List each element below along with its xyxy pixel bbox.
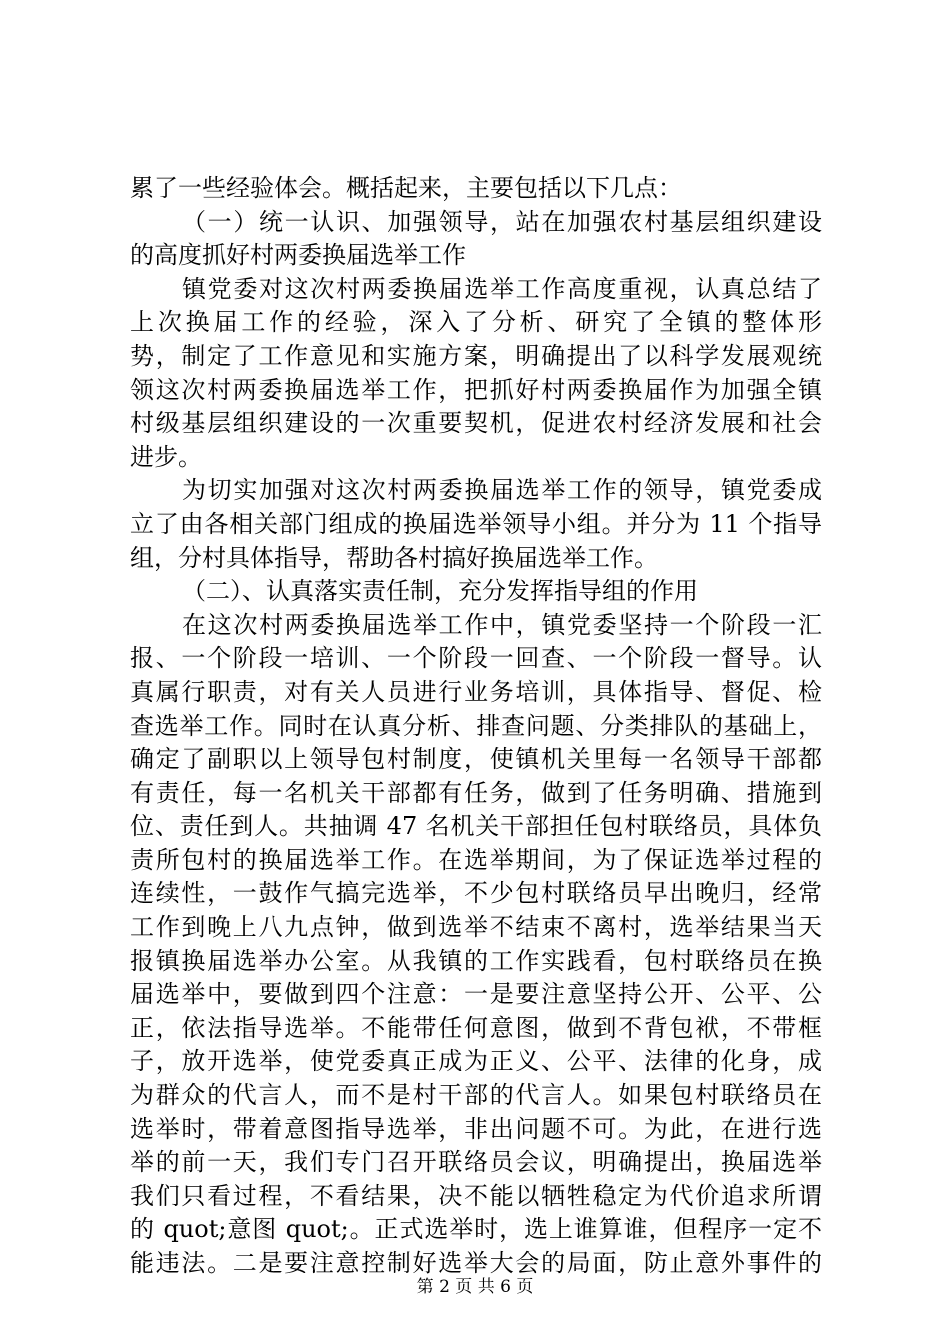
- text-line: 连续性，一鼓作气搞完选举，不少包村联络员早出晚归，经常: [130, 879, 822, 908]
- text-line: 查选举工作。同时在认真分析、排查问题、分类排队的基础上，: [130, 711, 822, 740]
- text-line: 镇党委对这次村两委换届选举工作高度重视，认真总结了: [182, 274, 822, 303]
- text-line: 工作到晚上八九点钟，做到选举不结束不离村，选举结果当天: [130, 913, 822, 942]
- text-line: 为群众的代言人，而不是村干部的代言人。如果包村联络员在: [130, 1081, 822, 1110]
- text-line: 有责任，每一名机关干部都有任务，做到了任务明确、措施到: [130, 778, 822, 807]
- page-number-label: 第 2 页 共 6 页: [416, 1277, 534, 1297]
- text-line: （二）、认真落实责任制，充分发挥指导组的作用: [182, 577, 698, 606]
- text-line: 能违法。二是要注意控制好选举大会的局面，防止意外事件的: [130, 1249, 822, 1277]
- text-line: 届选举中，要做到四个注意：一是要注意坚持公开、公平、公: [130, 980, 822, 1009]
- text-line: 正，依法指导选举。不能带任何意图，做到不背包袱，不带框: [130, 1013, 822, 1042]
- text-line: 我们只看过程，不看结果，决不能以牺牲稳定为代价追求所谓: [130, 1181, 822, 1210]
- text-line: 在这次村两委换届选举工作中，镇党委坚持一个阶段一汇: [182, 610, 822, 639]
- text-line: 组，分村具体指导，帮助各村搞好换届选举工作。: [130, 543, 658, 572]
- text-line: （一）统一认识、加强领导，站在加强农村基层组织建设: [182, 207, 822, 236]
- text-line: 为切实加强对这次村两委换届选举工作的领导，镇党委成: [182, 476, 822, 505]
- text-line: 立了由各相关部门组成的换届选举领导小组。并分为 11 个指导: [130, 509, 822, 538]
- text-line: 势，制定了工作意见和实施方案，明确提出了以科学发展观统: [130, 341, 822, 370]
- text-line: 上次换届工作的经验，深入了分析、研究了全镇的整体形: [130, 308, 822, 337]
- document-body: [130, 172, 822, 1281]
- text-line: 进步。: [130, 442, 202, 471]
- text-line: 子，放开选举，使党委真正成为正义、公平、法律的化身，成: [130, 1047, 822, 1076]
- text-line: 真属行职责，对有关人员进行业务培训，具体指导、督促、检: [130, 677, 822, 706]
- text-line: 累了一些经验体会。概括起来，主要包括以下几点：: [130, 174, 682, 202]
- text-line: 领这次村两委换届选举工作，把抓好村两委换届作为加强全镇: [130, 375, 822, 404]
- text-line: 责所包村的换届选举工作。在选举期间，为了保证选举过程的: [130, 845, 822, 874]
- text-line: 的高度抓好村两委换届选举工作: [130, 241, 466, 270]
- text-line: 确定了副职以上领导包村制度，使镇机关里每一名领导干部都: [130, 745, 822, 774]
- text-line: 举的前一天，我们专门召开联络员会议，明确提出，换届选举: [130, 1148, 822, 1177]
- text-line: 的 quot;意图 quot;。正式选举时，选上谁算谁，但程序一定不: [130, 1215, 822, 1244]
- text-line: 选举时，带着意图指导选举，非出问题不可。为此，在进行选: [130, 1114, 822, 1143]
- text-line: 报镇换届选举办公室。从我镇的工作实践看，包村联络员在换: [130, 946, 822, 975]
- text-line: 报、一个阶段一培训、一个阶段一回查、一个阶段一督导。认: [130, 644, 822, 673]
- text-line: 村级基层组织建设的一次重要契机，促进农村经济发展和社会: [130, 409, 822, 438]
- page-footer: [0, 1276, 950, 1298]
- text-line: 位、责任到人。共抽调 47 名机关干部担任包村联络员，具体负: [130, 812, 822, 841]
